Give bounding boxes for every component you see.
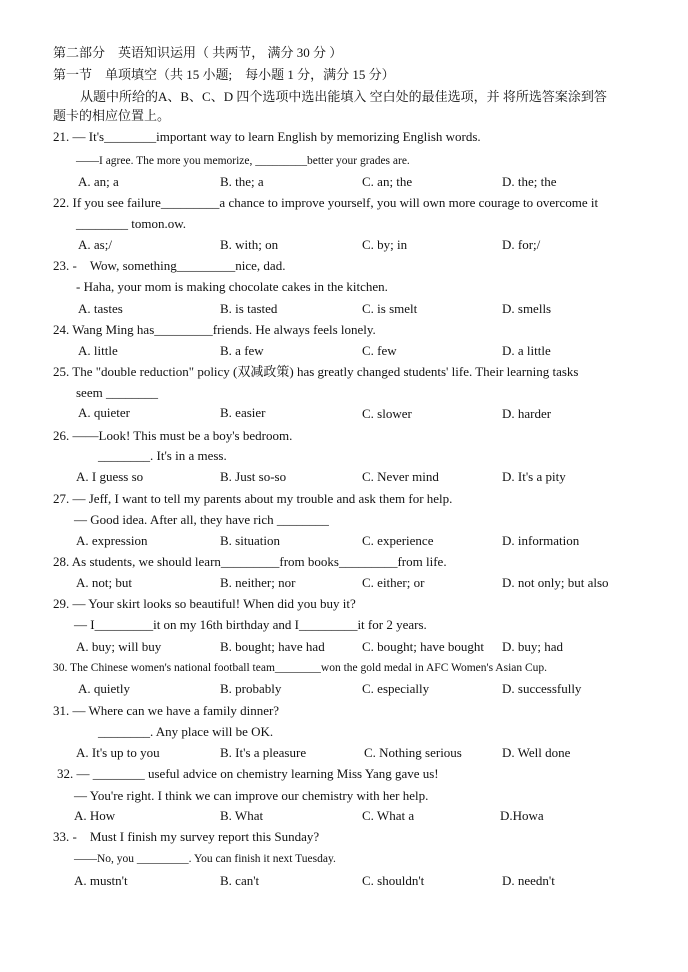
option-30-b[interactable]: B. probably [220,681,282,696]
option-22-c[interactable]: C. by; in [362,237,408,252]
option-30-d[interactable]: D. successfully [502,681,582,696]
option-33-d[interactable]: D. needn't [502,873,555,888]
option-31-c[interactable]: C. Nothing serious [364,745,462,760]
option-24-b[interactable]: B. a few [220,343,264,358]
option-28-b[interactable]: B. neither; nor [220,575,296,590]
question-25-cont: seem ________ [76,385,158,400]
question-33-stem: 33. - Must I finish my survey report this Sunday? [53,829,320,844]
option-25-b[interactable]: B. easier [220,405,266,420]
option-32-c[interactable]: C. What a [362,808,415,823]
option-23-d[interactable]: D. smells [502,301,552,316]
option-24-d[interactable]: D. a little [502,343,551,358]
option-33-c[interactable]: C. shouldn't [362,873,425,888]
question-32-reply: — You're right. I think we can improve our chemistry with her help. [74,788,429,803]
question-26-reply: ________. It's in a mess. [98,448,227,463]
question-23-reply: - Haha, your mom is making chocolate cakes in the kitchen. [76,279,388,294]
option-21-a[interactable]: A. an; a [78,174,119,189]
question-24-stem: 24. Wang Ming has_________friends. He always feels lonely. [53,322,376,337]
option-29-c[interactable]: C. bought; have bought [362,639,485,654]
question-22-cont: ________ tomon.ow. [76,216,187,231]
option-21-b[interactable]: B. the; a [220,174,264,189]
option-26-d[interactable]: D. It's a pity [502,469,566,484]
option-33-a[interactable]: A. mustn't [74,873,128,888]
option-28-d[interactable]: D. not only; but also [502,575,609,590]
option-27-a[interactable]: A. expression [76,533,148,548]
option-31-d[interactable]: D. Well done [502,745,571,760]
option-25-a[interactable]: A. quieter [78,405,130,420]
option-29-b[interactable]: B. bought; have had [220,639,325,654]
question-31-reply: ________. Any place will be OK. [98,724,274,739]
instructions-line-1: 从题中所给的A、B、C、D 四个选项中选出能填入 空白处的最佳选项，并 将所选答案涂到答 [80,89,607,104]
option-23-c[interactable]: C. is smelt [362,301,418,316]
option-30-a[interactable]: A. quietly [78,681,130,696]
option-23-a[interactable]: A. tastes [78,301,123,316]
question-21-stem: 21. — It's________important way to learn English by memorizing English words. [53,129,481,144]
instructions-line-2: 题卡的相应位置上。 [53,108,171,123]
part-heading: 第二部分 英语知识运用（ 共两节， 满分 30 分 ） [53,45,343,60]
option-31-b[interactable]: B. It's a pleasure [220,745,307,760]
option-33-b[interactable]: B. can't [220,873,260,888]
option-27-d[interactable]: D. information [502,533,580,548]
option-21-d[interactable]: D. the; the [502,174,557,189]
question-33-reply: ——No, you _________. You can finish it next Tuesday. [74,853,336,865]
option-24-a[interactable]: A. little [78,343,118,358]
option-28-a[interactable]: A. not; but [76,575,132,590]
option-32-b[interactable]: B. What [220,808,264,823]
option-31-a[interactable]: A. It's up to you [76,745,160,760]
option-28-c[interactable]: C. either; or [362,575,425,590]
question-21-reply: ——I agree. The more you memorize, _________better your grades are. [76,155,410,167]
question-32-stem: 32. — ________ useful advice on chemistry learning Miss Yang gave us! [57,766,439,781]
question-29-stem: 29. — Your skirt looks so beautiful! When did you buy it? [53,596,356,611]
option-29-d[interactable]: D. buy; had [502,639,564,654]
option-30-c[interactable]: C. especially [362,681,430,696]
option-22-d[interactable]: D. for;/ [502,237,541,252]
option-29-a[interactable]: A. buy; will buy [76,639,162,654]
question-26-stem: 26. ——Look! This must be a boy's bedroom. [53,428,293,443]
question-31-stem: 31. — Where can we have a family dinner? [53,703,280,718]
option-27-b[interactable]: B. situation [220,533,280,548]
option-22-a[interactable]: A. as;/ [78,237,112,252]
question-22-stem: 22. If you see failure_________a chance to improve yourself, you will own more courage to overcome it [53,195,599,210]
option-23-b[interactable]: B. is tasted [220,301,278,316]
section-heading: 第一节 单项填空（共 15 小题; 每小题 1 分，满分 15 分） [53,67,395,82]
question-30-stem: 30. The Chinese women's national football team________won the gold medal in AFC Women's Asian Cup. [53,662,548,674]
question-29-reply: — I_________it on my 16th birthday and I_________it for 2 years. [74,617,427,632]
option-32-d[interactable]: D.Howa [500,808,544,823]
option-26-c[interactable]: C. Never mind [362,469,439,484]
question-27-reply: — Good idea. After all, they have rich ________ [74,512,329,527]
option-22-b[interactable]: B. with; on [220,237,279,252]
option-26-b[interactable]: B. Just so-so [220,469,287,484]
option-25-c[interactable]: C. slower [362,406,412,421]
question-28-stem: 28. As students, we should learn_________from books_________from life. [53,554,447,569]
option-25-d[interactable]: D. harder [502,406,552,421]
option-24-c[interactable]: C. few [362,343,397,358]
option-21-c[interactable]: C. an; the [362,174,413,189]
option-27-c[interactable]: C. experience [362,533,434,548]
question-23-stem: 23. - Wow, something_________nice, dad. [53,258,286,273]
option-26-a[interactable]: A. I guess so [76,469,144,484]
option-32-a[interactable]: A. How [74,808,116,823]
question-27-stem: 27. — Jeff, I want to tell my parents about my trouble and ask them for help. [53,491,453,506]
question-25-stem: 25. The "double reduction" policy (双减政策) has greatly changed students' life. Their learning tasks [53,364,579,379]
